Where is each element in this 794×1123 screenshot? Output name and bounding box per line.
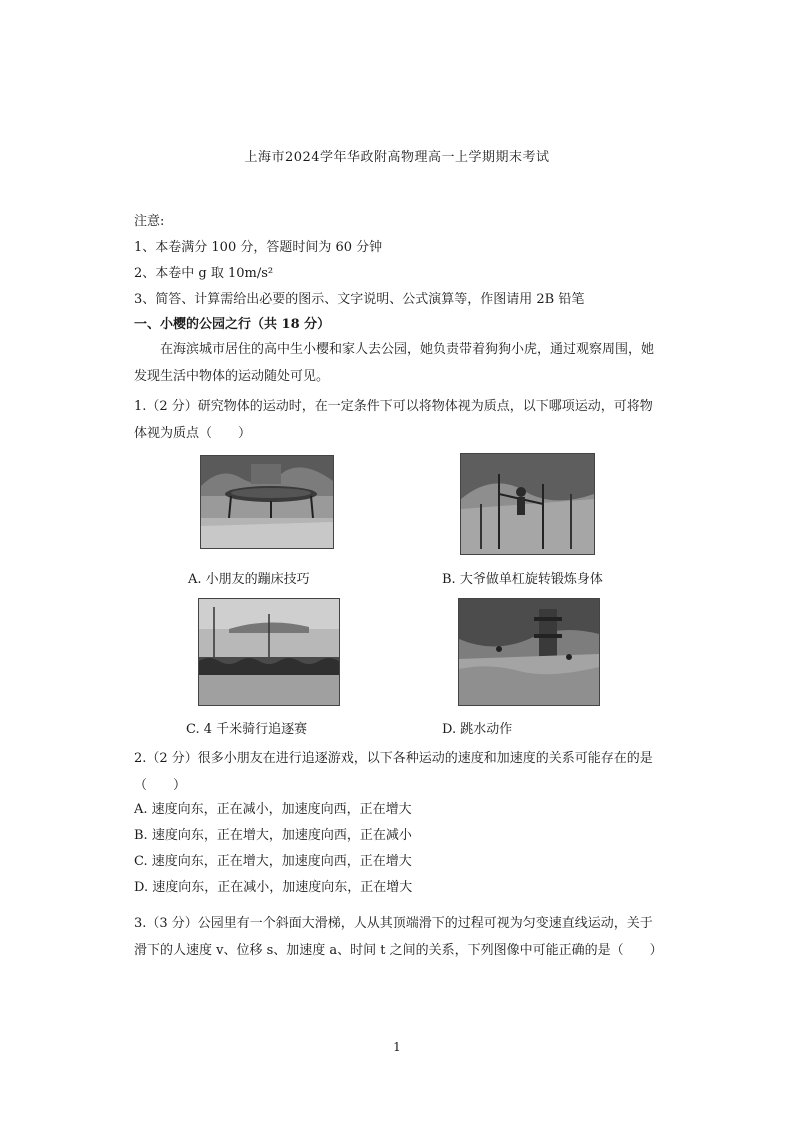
option-a-label: A. 小朋友的蹦床技巧 <box>188 572 310 587</box>
option-b-label: B. 大爷做单杠旋转锻炼身体 <box>442 572 603 587</box>
section-heading: 一、小樱的公园之行（共 18 分） <box>134 317 331 332</box>
option-d-label: D. 跳水动作 <box>442 722 513 737</box>
notice-heading: 注意: <box>134 214 165 229</box>
photo-horizontal-bar <box>460 453 595 555</box>
question-1-stem: 1.（2 分）研究物体的运动时，在一定条件下可以将物体视为质点，以下哪项运动，可将物体视为质点（ ） <box>134 399 653 441</box>
page-number: 1 <box>393 1040 401 1054</box>
q2-option-c: C. 速度向东，正在增大，加速度向西，正在增大 <box>134 854 412 869</box>
photo-diving <box>458 598 600 706</box>
question-2-stem: 2.（2 分）很多小朋友在进行追逐游戏，以下各种运动的速度和加速度的关系可能存在的是（ ） <box>134 751 653 793</box>
q2-option-a: A. 速度向东，正在减小，加速度向西，正在增大 <box>134 802 412 817</box>
notice-item-1: 1、本卷满分 100 分，答题时间为 60 分钟 <box>134 240 383 255</box>
photo-cycling-race <box>198 598 340 706</box>
notice-item-3: 3、简答、计算需给出必要的图示、文字说明、公式演算等，作图请用 2B 铅笔 <box>134 292 585 307</box>
notice-item-2: 2、本卷中 g 取 10m/s² <box>134 266 274 281</box>
q2-option-d: D. 速度向东，正在减小，加速度向东，正在增大 <box>134 880 413 895</box>
exam-title: 上海市2024学年华政附高物理高一上学期期末考试 <box>244 150 550 165</box>
q2-option-b: B. 速度向东，正在增大，加速度向西，正在减小 <box>134 828 412 843</box>
photo-trampoline <box>200 455 334 549</box>
option-c-label: C. 4 千米骑行追逐赛 <box>186 722 308 737</box>
section-intro: 在海滨城市居住的高中生小樱和家人去公园，她负责带着狗狗小虎，通过观察周围，她发现生活中物体的运动随处可见。 <box>134 342 655 384</box>
question-3-stem: 3.（3 分）公园里有一个斜面大滑梯，人从其顶端滑下的过程可视为匀变速直线运动，关于滑下的人速度 v、位移 s、加速度 a、时间 t 之间的关系，下列图像中可能正确的是（ ） <box>134 916 663 958</box>
